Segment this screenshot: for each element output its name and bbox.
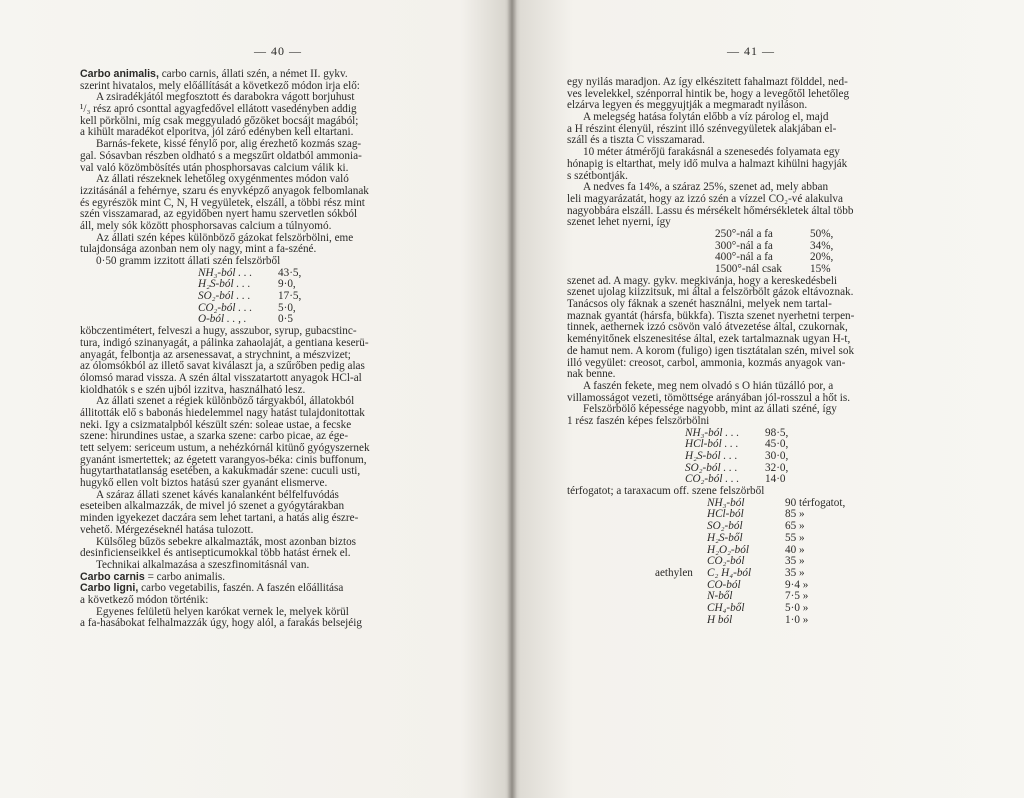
- line-text: szerint hivatalos, mely előállítását a következő módon irja elő:: [80, 80, 360, 92]
- text-line: [567, 276, 997, 288]
- text-line: [80, 572, 472, 584]
- text-line: [567, 159, 997, 171]
- text-line: [80, 420, 472, 432]
- line-text: Az állati részeknek lehetőleg oxygénmentes módon való: [96, 174, 349, 186]
- line-text: nagyobbára elszáll. Lassu és mérsékelt hőmérsékletek által több: [567, 205, 854, 217]
- line-text: és egyrészök mint C, N, H vegyületek, elszáll, a többi rész mint: [80, 197, 365, 209]
- table-row: [567, 615, 997, 627]
- text-line: [567, 322, 997, 334]
- line-text: állitották elő s babonás hiedelemmel nagy hatást tulajdonitottak: [80, 407, 365, 419]
- text-line: [80, 139, 472, 151]
- table-label: CO₂-ból . . .: [198, 301, 253, 314]
- table-value: 50%,: [810, 227, 834, 240]
- table-value: 98·5,: [765, 426, 789, 439]
- text-line: [567, 381, 997, 393]
- line-text: elzárva legyen és meggyujtják a megmaradt nyiláson.: [567, 100, 808, 112]
- line-text: carbo vegetabilis, faszén. A faszén előállitása: [138, 583, 344, 595]
- text-line: [80, 560, 472, 572]
- line-text: gyanánt ismertettek; az égetett varangyos-béka: cinis buffonum,: [80, 454, 367, 466]
- line-text: hónapig is eltarthat, mely idő mulva a halmazt kihülni hagyják: [567, 158, 848, 170]
- table-row: [567, 451, 997, 463]
- table-value: 45·0,: [765, 438, 789, 451]
- line-text: tett selyem: sericeum ustum, a nehézkórnál kitünő gyógyszernek: [80, 443, 370, 454]
- line-text: A nedves fa 14%, a száraz 25%, szenet ad, mely abban: [583, 182, 829, 194]
- table-label: 300°-nál a fa: [715, 239, 773, 252]
- table-label: NH₃-ból . . .: [198, 266, 253, 279]
- line-text: ¹/₃ rész apró csonttal agyagfedővel ellátott vasedényben addig: [80, 104, 357, 116]
- table-label: 400°-nál a fa: [715, 251, 773, 264]
- page-number: — 40 —: [254, 44, 302, 58]
- text-line: [567, 135, 997, 147]
- line-text: kell pörkölni, míg csak meggyuladó gőzöket bocsájt magából;: [80, 115, 359, 127]
- line-text: de hamut nem. A korom (fuligo) igen tisztátalan szén, mivel sok: [567, 345, 855, 357]
- line-text: kioldhatók s e szén ujból izzitva, használható lesz.: [80, 384, 306, 396]
- line-text: Egyenes felületü helyen karókat vernek le, melyek körül: [96, 606, 349, 618]
- line-text: tulajdonsága azonban nem oly nagy, mint a fa-széné.: [80, 244, 317, 256]
- text-line: [80, 326, 472, 338]
- text-line: [567, 346, 997, 358]
- table-value: 43·5,: [278, 266, 302, 279]
- section-heading: Carbo animalis,: [80, 69, 159, 80]
- text-line: [80, 338, 472, 350]
- text-line: [567, 358, 997, 370]
- section-heading: Carbo carnis: [80, 571, 145, 583]
- table-row: [567, 498, 997, 510]
- table-row: [80, 314, 472, 326]
- text-line: [80, 373, 472, 385]
- table-row: [567, 521, 997, 533]
- text-line: [80, 618, 472, 630]
- line-text: tura, indigó szinanyagát, a pálinka zahaolaját, a gentiana keserü-: [80, 337, 369, 349]
- table-label: CH₄-ből: [707, 601, 745, 614]
- text-line: [80, 431, 472, 443]
- table-label: SO₂-ból: [707, 520, 743, 533]
- line-text: tinnek, aethernek izzó csövön való átvezetése által, czukornak,: [567, 322, 848, 334]
- line-text: a kihült maradékot elporitva, jól záró edényben kell eltartani.: [80, 127, 354, 139]
- text-line: [80, 443, 472, 455]
- text-line: [80, 396, 472, 408]
- line-text: s szétbontják.: [567, 170, 628, 182]
- line-text: Az állati szenet a régiek különböző tárgyakból, állatokból: [96, 396, 355, 408]
- text-line: [80, 490, 472, 502]
- text-line: [80, 525, 472, 537]
- line-text: Technikai alkalmazása a szeszfinomitásnál van.: [96, 559, 310, 571]
- text-line: [80, 221, 472, 233]
- line-text: A faszén fekete, meg nem olvadó s O hián tüzálló por, a: [583, 380, 834, 392]
- table-label: SO₂-ból . . .: [198, 290, 251, 303]
- table-label: H₂S-ból . . .: [685, 450, 738, 462]
- line-text: szene: hirundines ustae, a szarka szene: carbo picae, az ége-: [80, 431, 349, 443]
- table-value: 34%,: [810, 239, 834, 252]
- line-text: A száraz állati szenet kávés kanalanként bélfelfuvódás: [96, 489, 339, 501]
- table-value: 1·0 »: [785, 613, 809, 626]
- text-line: [80, 537, 472, 549]
- right-page: [517, 0, 1024, 798]
- line-text: a következő módon történik:: [80, 594, 209, 606]
- line-text: egy nyilás maradjon. Az így elkészitett fahalmazt földdel, ned-: [567, 77, 848, 88]
- line-text: hugytarthatatlanság esetében, a kakukmadár szene: cuculi usti,: [80, 466, 361, 478]
- line-text: leli magyarázatát, hogy az izzó szén a vízzel CO₂-vé alakulva: [567, 193, 843, 205]
- table-row: [567, 229, 997, 241]
- table-value: 9·0,: [278, 278, 296, 291]
- line-text: anyagát, felbontja az arsenessavat, a strychnint, a mészvizet;: [80, 349, 351, 361]
- text-line: [80, 466, 472, 478]
- line-text: az ólomsókból az illető savat kiválaszt ja, a szűrőben pedig alas: [80, 361, 365, 373]
- table-value: 20%,: [810, 251, 834, 264]
- table-value: 5·0 »: [785, 601, 809, 614]
- line-text: = carbo animalis.: [144, 571, 226, 583]
- table-value: 0·5: [278, 313, 293, 326]
- table-value: 14·0: [765, 473, 786, 486]
- left-page: [0, 0, 507, 798]
- line-text: 1 rész faszén képes felszörbölni: [567, 415, 710, 427]
- table-label: HCl-ból . . .: [685, 438, 739, 451]
- text-line: [567, 194, 997, 206]
- text-line: [80, 127, 472, 139]
- line-text: ólomsó marad vissza. A szén által visszatartott anyagok HCl-al: [80, 372, 362, 384]
- text-line: [567, 217, 997, 229]
- table-row: [80, 268, 472, 280]
- line-text: szenet ad. A magy. gykv. megkivánja, hogy a kereskedésbeli: [567, 275, 838, 287]
- line-text: a fa-hasábokat felhalmazzák úgy, hogy alól, a farakás belsejéig: [80, 618, 362, 630]
- table-row: [567, 474, 997, 486]
- table-value: 17·5,: [278, 290, 302, 303]
- table-row: [567, 603, 997, 615]
- table-value: 35 »: [785, 566, 805, 579]
- line-text: val való közömbösítés után phosphorsavas calcium válik ki.: [80, 162, 349, 174]
- text-line: [567, 393, 997, 405]
- table-row: [80, 291, 472, 303]
- line-text: szenet lehet nyerni, így: [567, 217, 671, 229]
- text-line: [80, 607, 472, 619]
- text-line: [80, 350, 472, 362]
- table-label: H ból: [707, 613, 733, 626]
- table-value: 90 térfogatot,: [785, 496, 846, 509]
- line-text: 10 méter átmérőjü farakásnál a szenesedés folyamata egy: [583, 147, 840, 159]
- text-line: [567, 89, 997, 101]
- text-line: [567, 287, 997, 299]
- table-value: 65 »: [785, 520, 805, 533]
- table-label: CO₂-ból . . .: [685, 473, 740, 486]
- table-row: [567, 264, 997, 276]
- text-line: [80, 513, 472, 525]
- table-label: H₂S-ből: [707, 531, 743, 544]
- text-line: [80, 583, 472, 595]
- table-label: H₂S-ból . . .: [198, 278, 251, 291]
- page-body: [567, 77, 997, 626]
- text-line: [567, 299, 997, 311]
- table-label: NH₃-ból: [707, 496, 745, 509]
- line-text: nak benne.: [567, 369, 616, 381]
- line-text: áll, mely sók között phosphorsavas calcium a túlnyomó.: [80, 220, 332, 232]
- table-value: 5·0,: [278, 301, 296, 314]
- line-text: a H részint élenyül, részint illó szénvegyületek alakjában el-: [567, 123, 837, 135]
- table-row: [567, 241, 997, 253]
- line-text: A zsiradékjától megfosztott és darabokra vágott borjuhust: [96, 92, 355, 104]
- text-line: [80, 256, 472, 268]
- line-text: vehető. Mérgezéseknél hatása tulozott.: [80, 524, 254, 536]
- line-text: Az állati szén képes különböző gázokat felszörbölni, eme: [96, 232, 354, 244]
- text-line: [80, 116, 472, 128]
- table-row: [567, 556, 997, 568]
- text-line: [80, 104, 472, 116]
- line-text: ves levelekkel, szénporral hintik be, hogy a levegőtől lehetőleg: [567, 88, 850, 100]
- text-line: [567, 100, 997, 112]
- text-line: [80, 408, 472, 420]
- text-line: [567, 77, 997, 89]
- table-label: HCl-ból: [707, 508, 744, 521]
- table-value: 40 »: [785, 543, 805, 556]
- text-line: [80, 233, 472, 245]
- line-text: Külsőleg bűzös sebekre alkalmazták, most azonban biztos: [96, 536, 357, 548]
- table-label: NH₃-ból . . .: [685, 426, 740, 439]
- table-prefix: aethylen: [655, 566, 693, 579]
- table-label: N-ből: [707, 590, 733, 603]
- text-line: [567, 124, 997, 136]
- table-value: 7·5 »: [785, 590, 809, 603]
- line-text: Tanácsos oly fáknak a szenét használni, melyek nem tartal-: [567, 299, 832, 311]
- table-row: [567, 568, 997, 580]
- line-text: keményitőnek elszenesitése által, ezek tartalmaznak ugyan H-t,: [567, 334, 851, 346]
- text-line: [567, 147, 997, 159]
- text-line: [567, 334, 997, 346]
- table-row: [80, 303, 472, 315]
- text-line: [80, 478, 472, 490]
- table-label: SO₂-ból . . .: [685, 461, 738, 474]
- text-line: [567, 112, 997, 124]
- line-text: gal. Sósavban részben oldható s a megszűrt oldatból ammonia-: [80, 150, 362, 162]
- line-text: 0·50 gramm izzitott állati szén felszörből: [96, 256, 281, 267]
- table-label: O-ból . . , .: [198, 313, 247, 326]
- text-line: [80, 244, 472, 256]
- table-row: [567, 580, 997, 592]
- table-value: 32·0,: [765, 461, 789, 474]
- text-line: [80, 385, 472, 397]
- line-text: neki. Így a csizmatalpból készült szén: soleae ustae, a fecske: [80, 419, 352, 431]
- text-line: [567, 369, 997, 381]
- text-line: [80, 174, 472, 186]
- text-line: [80, 501, 472, 513]
- table-label: CO₂-ból: [707, 555, 745, 568]
- table-row: [567, 252, 997, 264]
- table-value: 55 »: [785, 531, 805, 544]
- table-value: 35 »: [785, 555, 805, 568]
- line-text: térfogatot; a taraxacum off. szene felszörből: [567, 486, 765, 498]
- line-text: Felszörbölő képessége nagyobb, mint az állati széné, így: [583, 404, 837, 416]
- table-value: 30·0,: [765, 450, 789, 462]
- text-line: [80, 455, 472, 467]
- table-value: 85 »: [785, 508, 805, 521]
- line-text: köbczentimétert, felveszi a hugy, asszubor, syrup, gubacstinc-: [80, 326, 357, 338]
- text-line: [80, 595, 472, 607]
- page-number: — 41 —: [727, 44, 775, 58]
- line-text: carbo carnis, állati szén, a német II. gykv.: [158, 69, 348, 80]
- text-line: [567, 311, 997, 323]
- table-row: [567, 591, 997, 603]
- text-line: [80, 92, 472, 104]
- text-line: [567, 182, 997, 194]
- line-text: A melegség hatása folytán előbb a víz párolog el, majd: [583, 112, 829, 124]
- table-value: 9·4 »: [785, 578, 809, 591]
- text-line: [80, 548, 472, 560]
- line-text: maznak gyantát (hársfa, bükkfa). Tiszta szenet nyerhetni terpen-: [567, 310, 855, 322]
- text-line: [80, 151, 472, 163]
- text-line: [567, 486, 997, 498]
- text-line: [80, 198, 472, 210]
- line-text: desinficienseikkel és antisepticumokkal több hatást érnek el.: [80, 548, 351, 560]
- table-row: [80, 279, 472, 291]
- table-row: [567, 509, 997, 521]
- line-text: hugykő ellen volt biztos hatású szer gyanánt elismerve.: [80, 478, 328, 490]
- line-text: illó vegyület: creosot, carbol, ammonia, kozmás anyagok van-: [567, 357, 846, 369]
- line-text: villamosságot vezeti, tömöttsége arányában jól-rosszul a hőt is.: [567, 392, 851, 404]
- book-spine-shadow: [507, 0, 517, 798]
- page-body: [80, 69, 472, 630]
- text-line: [80, 209, 472, 221]
- text-line: [567, 206, 997, 218]
- line-text: száll és a tiszta C visszamarad.: [567, 135, 705, 147]
- section-heading: Carbo ligni,: [80, 583, 139, 595]
- text-line: [567, 404, 997, 416]
- table-row: [567, 545, 997, 557]
- line-text: izzitásánál a fehérnye, szaru és enyvképző anyagok felbomlanak: [80, 185, 369, 197]
- table-label: C₂ H₄-ból: [707, 566, 752, 579]
- text-line: [567, 416, 997, 428]
- text-line: [80, 163, 472, 175]
- table-label: 1500°-nál csak: [715, 263, 782, 275]
- text-line: [80, 69, 472, 81]
- table-label: 250°-nál a fa: [715, 227, 773, 240]
- line-text: eseteiben alkalmazzák, de mivel jó szenet a gyógytárakban: [80, 501, 345, 513]
- text-line: [80, 81, 472, 93]
- line-text: szenet ujolag kiizzitsuk, mi által a felszörbölt gázok eltávoznak.: [567, 287, 854, 299]
- line-text: szén visszamarad, az egyidőben nyert hamu szervetlen sókból: [80, 209, 358, 221]
- text-line: [80, 361, 472, 373]
- text-line: [567, 171, 997, 183]
- line-text: Barnás-fekete, kissé fénylő por, alig érezhető kozmás szag-: [96, 139, 362, 151]
- line-text: minden igyekezet daczára sem lehet tartani, a hatás alig észre-: [80, 513, 359, 525]
- table-row: [567, 533, 997, 545]
- table-label: CO-ból: [707, 578, 741, 591]
- table-label: H₂O₂-ból: [707, 543, 749, 556]
- table-value: 15%: [810, 263, 831, 275]
- text-line: [80, 186, 472, 198]
